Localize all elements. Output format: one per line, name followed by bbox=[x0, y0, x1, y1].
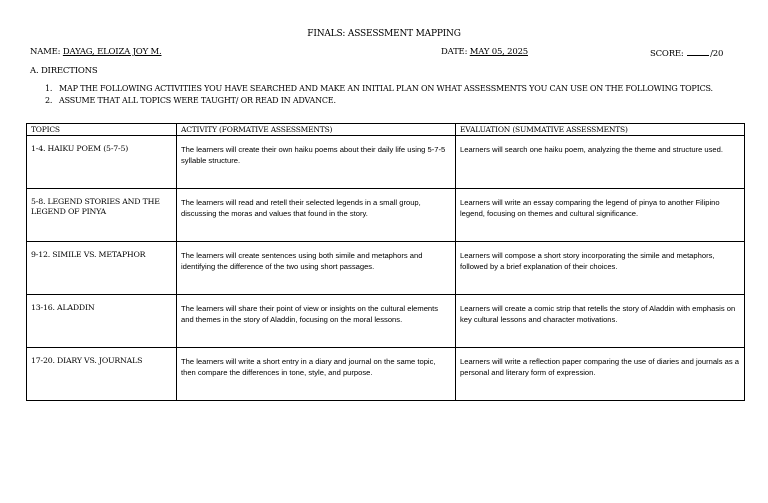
table-row bbox=[27, 189, 745, 242]
date-line bbox=[441, 47, 528, 57]
direction-text: ASSUME THAT ALL TOPICS WERE TAUGHT/ OR READ IN ADVANCE. bbox=[59, 96, 336, 105]
evaluation-cell: Learners will write an essay comparing the legend of pinya to another Filipino legend, focusing on themes and cultural significance. bbox=[456, 189, 745, 242]
table-header-row bbox=[27, 124, 745, 136]
activity-cell: The learners will create their own haiku poems about their daily life using 5-7-5 syllable structure. bbox=[177, 136, 456, 189]
evaluation-cell: Learners will search one haiku poem, analyzing the theme and structure used. bbox=[456, 136, 745, 189]
evaluation-cell: Learners will compose a short story incorporating the simile and metaphors, followed by a brief explanation of their choices. bbox=[456, 242, 745, 295]
header-topics: TOPICS bbox=[27, 124, 177, 136]
topic-cell: 13-16. ALADDIN bbox=[27, 295, 177, 348]
direction-number: 1. bbox=[45, 84, 53, 93]
score-total: /20 bbox=[710, 49, 724, 59]
evaluation-cell: Learners will create a comic strip that retells the story of Aladdin with emphasis on key cultural lessons and character motivations. bbox=[456, 295, 745, 348]
header-evaluation: EVALUATION (SUMMATIVE ASSESSMENTS) bbox=[456, 124, 745, 136]
date-label: DATE: bbox=[441, 47, 468, 57]
name-line bbox=[30, 47, 161, 57]
topic-cell: 5-8. LEGEND STORIES AND THE LEGEND OF PINYA bbox=[27, 189, 177, 242]
topic-cell: 17-20. DIARY VS. JOURNALS bbox=[27, 348, 177, 401]
direction-text: MAP THE FOLLOWING ACTIVITIES YOU HAVE SEARCHED AND MAKE AN INITIAL PLAN ON WHAT ASSESSMENTS YOU CAN USE ON THE FOLLOWING TOPICS. bbox=[59, 84, 713, 93]
score-label: SCORE: bbox=[650, 49, 684, 59]
header-activity: ACTIVITY (FORMATIVE ASSESSMENTS) bbox=[177, 124, 456, 136]
assessment-mapping-table bbox=[26, 123, 745, 401]
name-label: NAME: bbox=[30, 47, 61, 57]
activity-cell: The learners will create sentences using both simile and metaphors and identifying the difference of the two using short passages. bbox=[177, 242, 456, 295]
evaluation-cell: Learners will write a reflection paper comparing the use of diaries and journals as a personal and literary form of expression. bbox=[456, 348, 745, 401]
table-row bbox=[27, 295, 745, 348]
score-line bbox=[650, 47, 723, 59]
table-row bbox=[27, 348, 745, 401]
direction-item bbox=[45, 84, 713, 93]
table-row bbox=[27, 136, 745, 189]
score-blank bbox=[687, 47, 709, 56]
document-title: FINALS: ASSESSMENT MAPPING bbox=[307, 29, 461, 39]
activity-cell: The learners will share their point of view or insights on the cultural elements and themes in the story of Aladdin, focusing on the moral lessons. bbox=[177, 295, 456, 348]
activity-cell: The learners will write a short entry in a diary and journal on the same topic, then compare the differences in tone, style, and purpose. bbox=[177, 348, 456, 401]
name-value: DAYAG, ELOIZA JOY M. bbox=[62, 47, 162, 57]
directions-heading: A. DIRECTIONS bbox=[30, 66, 98, 76]
topic-cell: 9-12. SIMILE VS. METAPHOR bbox=[27, 242, 177, 295]
direction-item bbox=[45, 96, 336, 105]
activity-cell: The learners will read and retell their selected legends in a small group, discussing the moras and values that found in the story. bbox=[177, 189, 456, 242]
table-row bbox=[27, 242, 745, 295]
direction-number: 2. bbox=[45, 96, 53, 105]
topic-cell: 1-4. HAIKU POEM (5-7-5) bbox=[27, 136, 177, 189]
date-value: MAY 05, 2025 bbox=[469, 47, 529, 57]
